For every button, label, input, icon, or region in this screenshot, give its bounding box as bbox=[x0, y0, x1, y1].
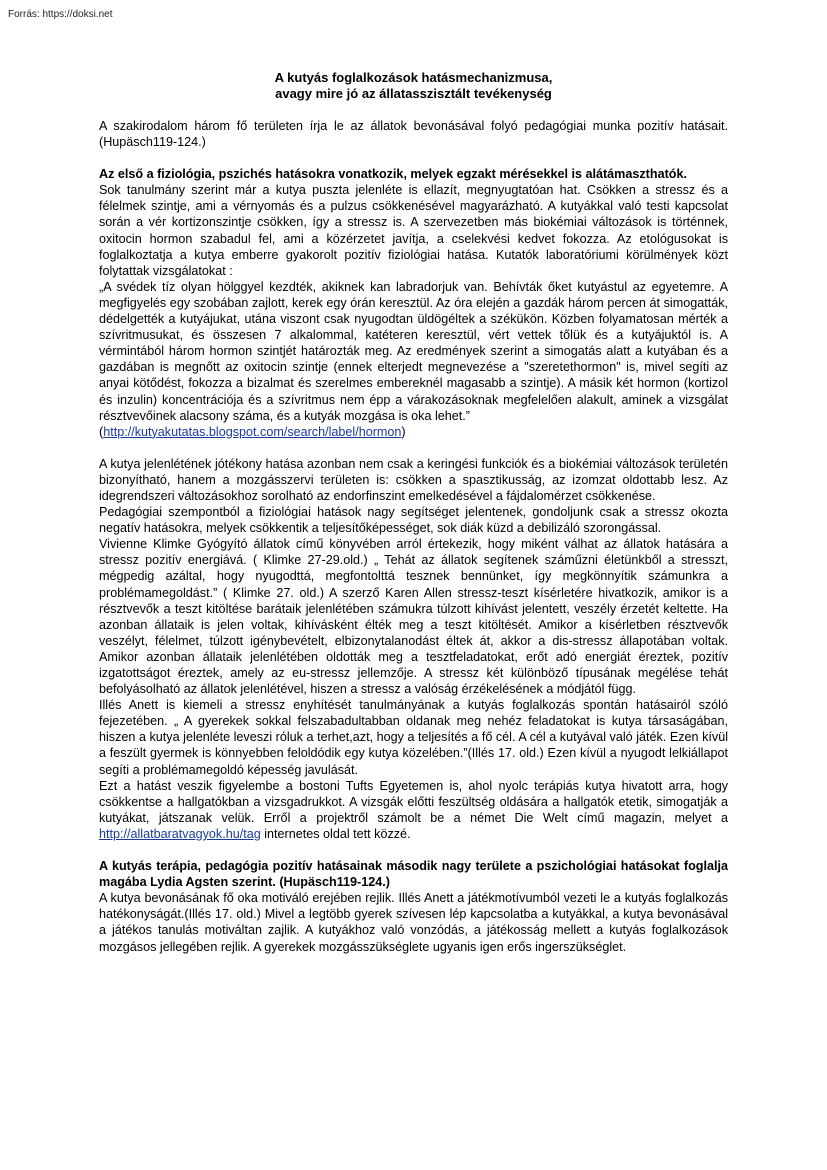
title-line-1: A kutyás foglalkozások hatásmechanizmusa, bbox=[274, 70, 553, 85]
paragraph-6 bbox=[99, 778, 728, 842]
allatbarat-link[interactable]: http://allatbaratvagyok.hu/tag bbox=[99, 826, 261, 841]
citation-open-paren: ( bbox=[99, 424, 104, 439]
section-heading-2: A kutyás terápia, pedagógia pozitív hatásainak második nagy területe a pszichológiai hatásokat foglalja magába Lydia Agsten szerint. (Hupäsch119-124.) bbox=[99, 859, 728, 890]
paragraph-7: A kutya bevonásának fő oka motiváló erejében rejlik. Illés Anett a játékmotívumból vezeti le a kutyás foglalkozás hatékonyságát.(Illés 17. old.) Mivel a legtöbb gyerek szívesen lép kapcsolatba a kutyákkal, a kutya bevonásával a játékos tanulás motiváltan zajlik. A kutyákhoz való vonzódás, a játékosság mellett a kutyás foglalkozások mozgásos jellegében rejlik. A gyerekek mozgásszükséglete ugyanis igen erős ingerszükséglet. bbox=[99, 891, 728, 954]
paragraph-3: Pedagógiai szempontból a fiziológiai hatások nagy segítséget jelentenek, gondoljunk csak a stressz okozta negatív hatásokra, melyek csökkentik a teljesítőképességet, sok diák küzd a debilizáló szorongással. bbox=[99, 505, 728, 536]
document-title bbox=[99, 70, 728, 102]
hormon-blog-link[interactable]: http://kutyakutatas.blogspot.com/search/label/hormon bbox=[103, 424, 402, 439]
paragraph-5: Illés Anett is kiemeli a stressz enyhítését tanulmányának a kutyás foglalkozás spontán hatásairól szóló fejezetében. „ A gyerekek sokkal felszabadultabban oldanak meg nehéz feladatokat is kutya társaságában, hiszen a kutya jelenléte leveszi róluk a terhet,azt, hogy a teljesítés a fő cél. A cél a kutyával való játék. Ezen kívül a feszült gyermek is könnyebben feloldódik egy kutya közelében.”(Illés 17. old.) Ezen kívül a nyugodt lelkiállapot segíti a problémamegoldó képesség javulását. bbox=[99, 698, 728, 777]
section-heading-1: Az első a fiziológia, pszichés hatásokra vonatkozik, melyek egzakt mérésekkel is alátámaszthatók. bbox=[99, 167, 687, 182]
document-body bbox=[99, 118, 728, 955]
paragraph-6-text: Ezt a hatást veszik figyelembe a bostoni Tufts Egyetemen is, ahol nyolc terápiás kutya hivatott arra, hogy csökkentse a hallgatókban a vizsgadrukkot. A vizsgák előtti feszültség oldására a hallgatók etetik, simogatják a kutyákat, játszanak velük. Erről a projektről számolt be a német Die Welt című magazin, melyet a bbox=[99, 778, 728, 825]
title-line-2: avagy mire jó az állatasszisztált tevékenység bbox=[275, 86, 552, 101]
citation-close-paren: ) bbox=[401, 424, 406, 439]
paragraph-2: A kutya jelenlétének jótékony hatása azonban nem csak a keringési funkciók és a biokémiai változások területén bizonyítható, hanem a mozgásszervi területen is: csökken a spasztikusság, az izomzat oldottabb lesz. Az idegrendszeri változásokhoz sorolható az endorfinszint emelkedésével a fájdalomérzet csökkenése. bbox=[99, 456, 728, 503]
paragraph-4: Vivienne Klimke Gyógyító állatok című könyvében arról értekezik, hogy miként válhat az állatok hatására a stressz pozitív energiává. ( Klimke 27-29.old.) „ Tehát az állatok segítenek száműzni életünkből a stresszt, mégpedig azáltal, hogy nyugodttá, megfontolttá tesznek bennünket, így megkönnyítik számunkra a problémamegoldást.” ( Klimke 27. old.) A szerző Karen Allen stressz-teszt kísérletére hivatkozik, amikor is a résztvevők a teszt kitöltése barátaik jelenlétében számukra túlzott kihívást jelentett, veszély érzetét keltette. Ha azonban állataik is jelen voltak, kihívásként élték meg a teszt kitöltését. Amikor a kísérletben résztvevők veszélyt, félelmet, túlzott igénybevételt, elbizonytalanodást éltek át, akkor a dis-stressz állapotában voltak. Amikor azonban állataik jelenlétében oldották meg a tesztfeladatokat, erőt adó energiát éreztek, pozitív izgatottságot éreztek, amely az eu-stressz jellemzője. A stressz két különböző típusának megélése tehát befolyásolható az állatok jelenlétével, hiszen a stressz a valóság érzékelésének a módjától függ. bbox=[99, 537, 728, 697]
paragraph-1: Sok tanulmány szerint már a kutya puszta jelenléte is ellazít, megnyugtatóan hat. Csökken a stressz és a félelmek szintje, ami a vérnyomás és a pulzus csökkenésével magyarázható. A kutyákkal való testi kapcsolat során a vér kortizonszintje csökken, így a stressz is. A szervezetben más biokémiai változások is történnek, oxitocin hormon szabadul fel, ami a közérzetet javítja, a cselekvési kedvet fokozza. Az etológusokat is foglalkoztatja a kutya emberre gyakorolt pozitív fiziológiai hatása. Kutatók laboratóriumi körülmények közt folytattak vizsgálatokat : bbox=[99, 183, 728, 278]
citation-link-line bbox=[99, 424, 728, 440]
source-label: Forrás: https://doksi.net bbox=[8, 9, 113, 20]
paragraph-6-end: internetes oldal tett közzé. bbox=[260, 826, 411, 841]
quote-paragraph: „A svédek tíz olyan hölggyel kezdték, akiknek kan labradorjuk van. Behívták őket kutyástul az egyetemre. A megfigyelés egy szobában zajlott, kerek egy órán keresztül. Az óra elején a gazdák három percen át simogatták, dédelgették a kutyájukat, utána viszont csak nyugodtan üldögéltek a székükön. Közben folyamatosan mérték a szívritmusukat, és összesen 7 alkalommal, katéteren keresztül, vért vettek tőlük és a kutyájuktól is. A vérmintából három hormon szintjét határozták meg. Az eredmények szerint a simogatás alatt a kutyában és a gazdában is megnőtt az oxitocin szintje (ennek elterjedt megnevezése a "szeretethormon" is, mivel segíti az anyai kötődést, fokozza a bizalmat és szerelmes embereknél magasabb a szintje). A másik két hormon (kortizol és inzulin) koncentrációja és a szívritmus nem épp a várakozásoknak megfelelően alakult, aminek a vizsgálat résztvevőinek alacsony száma, és a kutyák mozgása is oka lehet.” bbox=[99, 279, 728, 423]
intro-paragraph: A szakirodalom három fő területen írja le az állatok bevonásával folyó pedagógiai munka pozitív hatásait.(Hupäsch119-124.) bbox=[99, 119, 728, 150]
